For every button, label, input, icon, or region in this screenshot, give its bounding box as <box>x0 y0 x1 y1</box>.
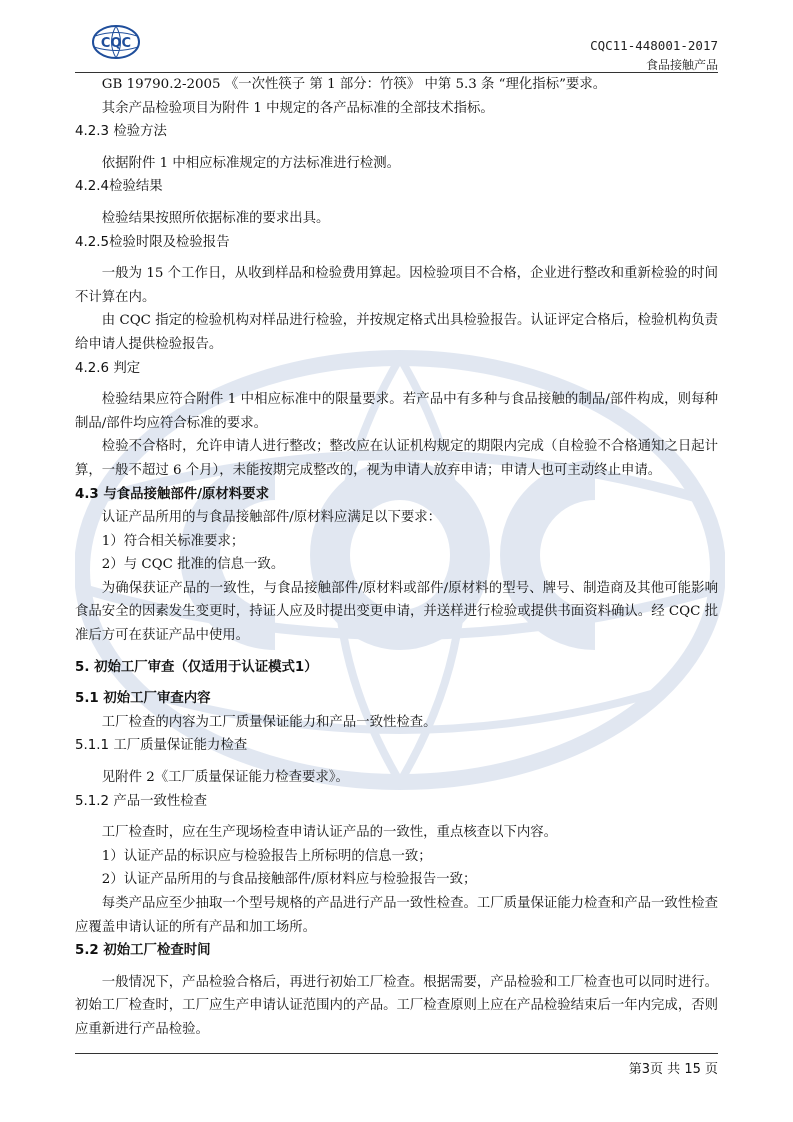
paragraph: 工厂检查的内容为工厂质量保证能力和产品一致性检查。 <box>101 714 437 730</box>
paragraph: 检验结果应符合附件 1 中相应标准中的限量要求。若产品中有多种与食品接触的制品/部件构成，则每种制品/部件均应符合标准的要求。 <box>75 392 718 431</box>
section-heading: 5.1.1 工厂质量保证能力检查 <box>75 738 248 754</box>
document-body <box>75 73 718 1042</box>
list-item: 1）认证产品的标识应与检验报告上所标明的信息一致； <box>101 848 432 864</box>
paragraph: 检验结果按照所依据标准的要求出具。 <box>101 210 330 226</box>
section-heading: 4.3 与食品接触部件/原材料要求 <box>75 486 269 502</box>
paragraph: GB 19790.2-2005 《一次性筷子 第 1 部分：竹筷》 中第 5.3 条 “理化指标”要求。 <box>101 77 607 92</box>
section-heading: 5.2 初始工厂检查时间 <box>75 943 211 959</box>
paragraph: 由 CQC 指定的检验机构对样品进行检验，并按规定格式出具检验报告。认证评定合格后，检验机构负责给申请人提供检验报告。 <box>75 313 718 352</box>
page-number: 第3页 共 15 页 <box>628 1062 718 1077</box>
chapter-heading: 5. 初始工厂审查（仅适用于认证模式1） <box>75 659 318 675</box>
page-footer <box>75 1053 718 1077</box>
svg-text:CQC: CQC <box>100 36 132 51</box>
document-code: CQC11-448001-2017 <box>590 38 718 53</box>
paragraph: 其余产品检验项目为附件 1 中规定的各产品标准的全部技术指标。 <box>101 100 494 116</box>
paragraph: 一般情况下，产品检验合格后，再进行初始工厂检查。根据需要，产品检验和工厂检查也可以同时进行。初始工厂检查时，工厂应生产申请认证范围内的产品。工厂检查原则上应在产品检验结束后一年内完成，否则应重新进行产品检验。 <box>75 974 718 1037</box>
list-item: 2）与 CQC 批准的信息一致。 <box>101 557 285 573</box>
page-header <box>75 22 718 73</box>
section-heading: 5.1 初始工厂审查内容 <box>75 691 211 707</box>
paragraph: 工厂检查时，应在生产现场检查申请认证产品的一致性，重点核查以下内容。 <box>101 825 558 841</box>
cqc-logo-icon <box>91 24 141 60</box>
paragraph: 见附件 2《工厂质量保证能力检查要求》。 <box>101 770 349 786</box>
section-heading: 5.1.2 产品一致性检查 <box>75 793 208 809</box>
section-heading: 4.2.5检验时限及检验报告 <box>75 234 230 250</box>
section-heading: 4.2.4检验结果 <box>75 179 163 195</box>
section-heading: 4.2.3 检验方法 <box>75 124 167 140</box>
product-category: 食品接触产品 <box>645 58 718 72</box>
paragraph: 认证产品所用的与食品接触部件/原材料应满足以下要求： <box>101 510 442 526</box>
paragraph: 每类产品应至少抽取一个型号规格的产品进行产品一致性检查。工厂质量保证能力检查和产品一致性检查应覆盖申请认证的所有产品和加工场所。 <box>75 896 718 935</box>
paragraph: 依据附件 1 中相应标准规定的方法标准进行检测。 <box>101 155 401 171</box>
list-item: 1）符合相关标准要求； <box>101 533 245 549</box>
paragraph: 一般为 15 个工作日，从收到样品和检验费用算起。因检验项目不合格，企业进行整改和重新检验的时间不计算在内。 <box>75 266 718 305</box>
list-item: 2）认证产品所用的与食品接触部件/原材料应与检验报告一致； <box>101 872 477 888</box>
paragraph: 为确保获证产品的一致性，与食品接触部件/原材料或部件/原材料的型号、牌号、制造商及其他可能影响食品安全的因素发生变更时，持证人应及时提出变更申请，并送样进行检验或提供书面资料确认。经 CQC 批准后方可在获证产品中使用。 <box>75 580 718 644</box>
paragraph: 检验不合格时，允许申请人进行整改；整改应在认证机构规定的期限内完成（自检验不合格通知之日起计算，一般不超过 6 个月），未能按期完成整改的，视为申请人放弃申请；申请人也可主动终止申请。 <box>75 439 718 478</box>
section-heading: 4.2.6 判定 <box>75 360 141 376</box>
